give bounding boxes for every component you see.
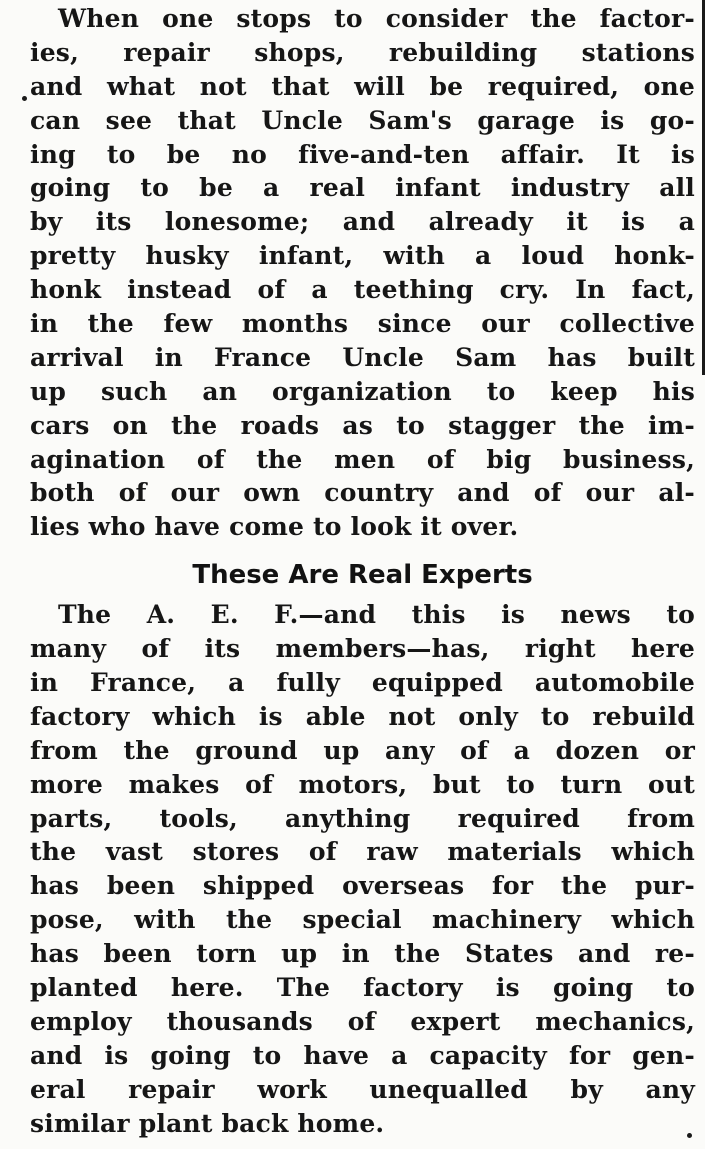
- paragraph-2: [30, 598, 695, 1140]
- text-line: the vast stores of raw materials which: [30, 837, 695, 867]
- text-line: factory which is able not only to rebuild: [30, 701, 695, 731]
- text-line: has been shipped overseas for the pur-: [30, 871, 695, 901]
- text-line: in France, a fully equipped automobile: [30, 668, 695, 698]
- text-line: lies who have come to look it over.: [30, 512, 519, 542]
- text-line: similar plant back home.: [30, 1108, 385, 1138]
- text-line: eral repair work unequalled by any: [30, 1074, 695, 1104]
- section-heading: These Are Real Experts: [192, 560, 533, 591]
- text-line: planted here. The factory is going to: [30, 973, 695, 1003]
- text-line: has been torn up in the States and re-: [30, 939, 695, 969]
- ink-speck: [22, 96, 27, 101]
- paragraph-1: [30, 2, 695, 544]
- text-line: up such an organization to keep his: [30, 376, 695, 406]
- text-line: and what not that will be required, one: [30, 71, 695, 101]
- text-line: more makes of motors, but to turn out: [30, 769, 695, 799]
- text-line: in the few months since our collective: [30, 309, 695, 339]
- text-line: ies, repair shops, rebuilding stations: [30, 37, 695, 67]
- text-line: many of its members—has, right here: [30, 634, 695, 664]
- text-line: honk instead of a teething cry. In fact,: [30, 275, 695, 305]
- text-line: employ thousands of expert mechanics,: [30, 1006, 695, 1036]
- text-line: pretty husky infant, with a loud honk-: [30, 241, 695, 271]
- text-line: by its lonesome; and already it is a: [30, 207, 695, 237]
- text-line: ing to be no five-and-ten affair. It is: [30, 139, 695, 169]
- text-line: agination of the men of big business,: [30, 444, 695, 474]
- text-line: both of our own country and of our al-: [30, 478, 695, 508]
- text-line: can see that Uncle Sam's garage is go-: [30, 105, 695, 135]
- text-line: going to be a real infant industry all: [30, 173, 695, 203]
- text-line: pose, with the special machinery which: [30, 905, 695, 935]
- text-line: arrival in France Uncle Sam has built: [30, 342, 695, 372]
- text-line: parts, tools, anything required from: [30, 803, 695, 833]
- text-line: cars on the roads as to stagger the im-: [30, 410, 695, 440]
- text-line: from the ground up any of a dozen or: [30, 735, 695, 765]
- text-line: The A. E. F.—and this is news to: [58, 600, 695, 630]
- text-line: and is going to have a capacity for gen-: [30, 1040, 695, 1070]
- text-line: When one stops to consider the factor-: [58, 4, 695, 33]
- article-column: [30, 2, 695, 1141]
